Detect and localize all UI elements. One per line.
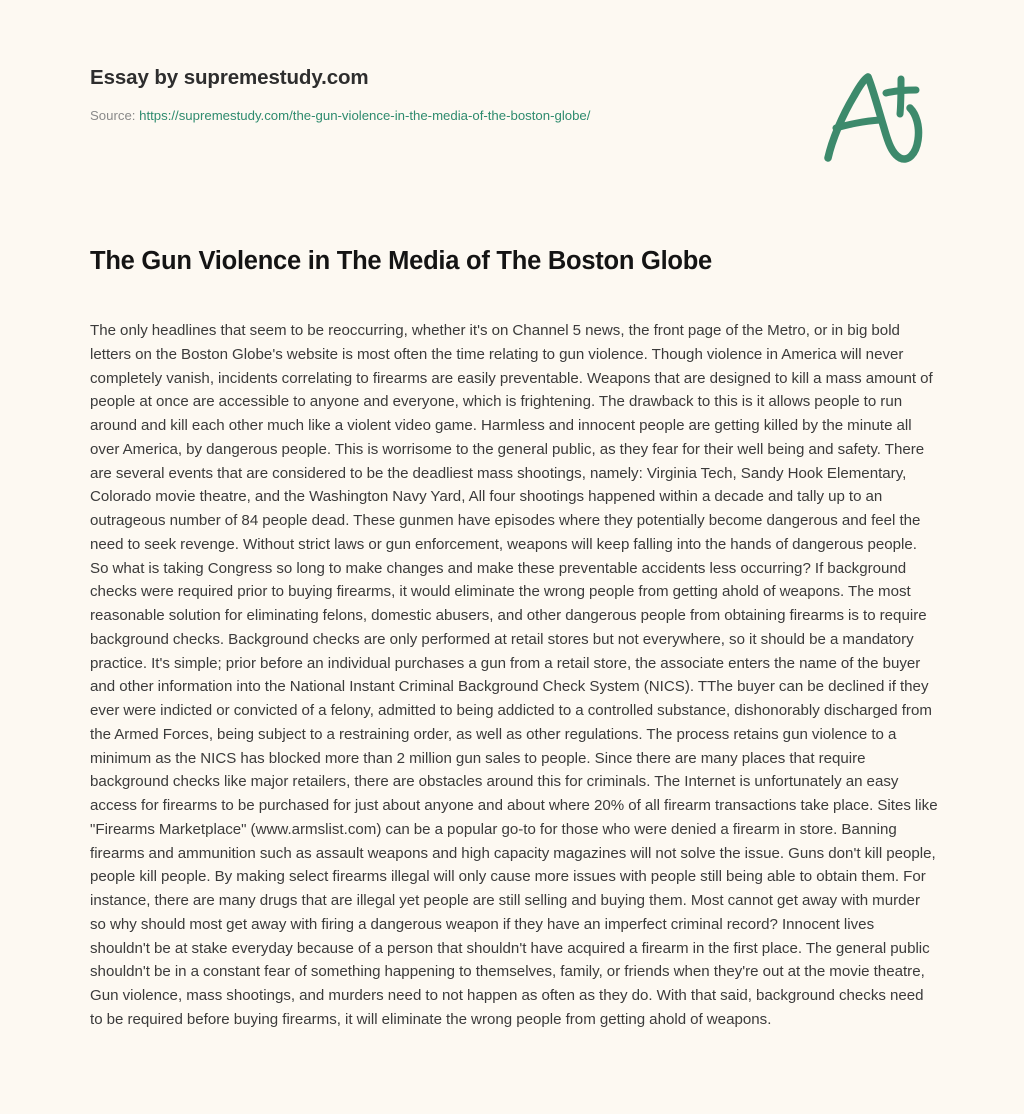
article-body-text: The only headlines that seem to be reoccurring, whether it's on Channel 5 news, the front page of the Metro, or in big bold letters on the Boston Globe's website is most often the time relating to gun violence. Though violence in America will never completely vanish, incidents correlating to firearms are easily preventable. Weapons that are designed to kill a mass amount of people at once are accessible to anyone and everyone, which is frightening. The drawback to this is it allows people to run around and kill each other much like a violent video game. Harmless and innocent people are getting killed by the minute all over America, by dangerous people. This is worrisome to the general public, as they fear for their well being and safety. There are several events that are considered to be the deadliest mass shootings, namely: Virginia Tech, Sandy Hook Elementary, Colorado movie theatre, and the Washington Navy Yard, All four shootings happened within a decade and tally up to an outrageous number of 84 people dead. These gunmen have episodes where they potentially become dangerous and feel the need to seek revenge. Without strict laws or gun enforcement, weapons will keep falling into the hands of dangerous people. So what is taking Congress so long to make changes and make these preventable accidents less occurring? If background checks were required prior to buying firearms, it would eliminate the wrong people from getting ahold of weapons. The most reasonable solution for eliminating felons, domestic abusers, and other dangerous people from obtaining firearms is to require background checks. Background checks are only performed at retail stores but not everywhere, so it should be a mandatory practice. It's simple; prior before an individual purchases a gun from a retail store, the associate enters the name of the buyer and other information into the National Instant Criminal Background Check System (NICS). TThe buyer can be declined if they ever were indicted or convicted of a felony, admitted to being addicted to a controlled substance, dishonorably discharged from the Armed Forces, being subject to a restraining order, as well as other regulations. The process retains gun violence to a minimum as the NICS has blocked more than 2 million gun sales to people. Since there are many places that require background checks like major retailers, there are obstacles around this for criminals. The Internet is unfortunately an easy access for firearms to be purchased for just about anyone and about where 20% of all firearm transactions take place. Sites like "Firearms Marketplace" (www.armslist.com) can be a popular go-to for those who were denied a firearm in store. Banning firearms and ammunition such as assault weapons and high capacity magazines will not solve the issue. Guns don't kill people, people kill people. By making select firearms illegal will only cause more issues with people still being able to obtain them. For instance, there are many drugs that are illegal yet people are still selling and buying them. Most cannot get away with murder so why should most get away with firing a dangerous weapon if they have an imperfect criminal record? Innocent lives shouldn't be at stake everyday because of a person that shouldn't have acquired a firearm in the first place. The general public shouldn't be in a constant fear of something happening to themselves, family, or friends when they're out at the movie theatre, Gun violence, mass shootings, and murders need to not happen as often as they do. With that said, background checks need to be required before buying firearms, it will eliminate the wrong people from getting ahold of weapons. [90, 322, 938, 1028]
a-plus-logo-icon [812, 66, 930, 166]
article-title: The Gun Violence in The Media of The Boston Globe [90, 247, 712, 275]
page-header [90, 66, 790, 124]
article [90, 246, 938, 1032]
source-line [90, 107, 790, 124]
source-url-link[interactable]: https://supremestudy.com/the-gun-violence-in-the-media-of-the-boston-globe/ [139, 107, 591, 123]
brand-title: Essay by supremestudy.com [90, 66, 369, 89]
a-plus-logo[interactable] [812, 66, 930, 166]
source-label: Source: [90, 107, 136, 123]
